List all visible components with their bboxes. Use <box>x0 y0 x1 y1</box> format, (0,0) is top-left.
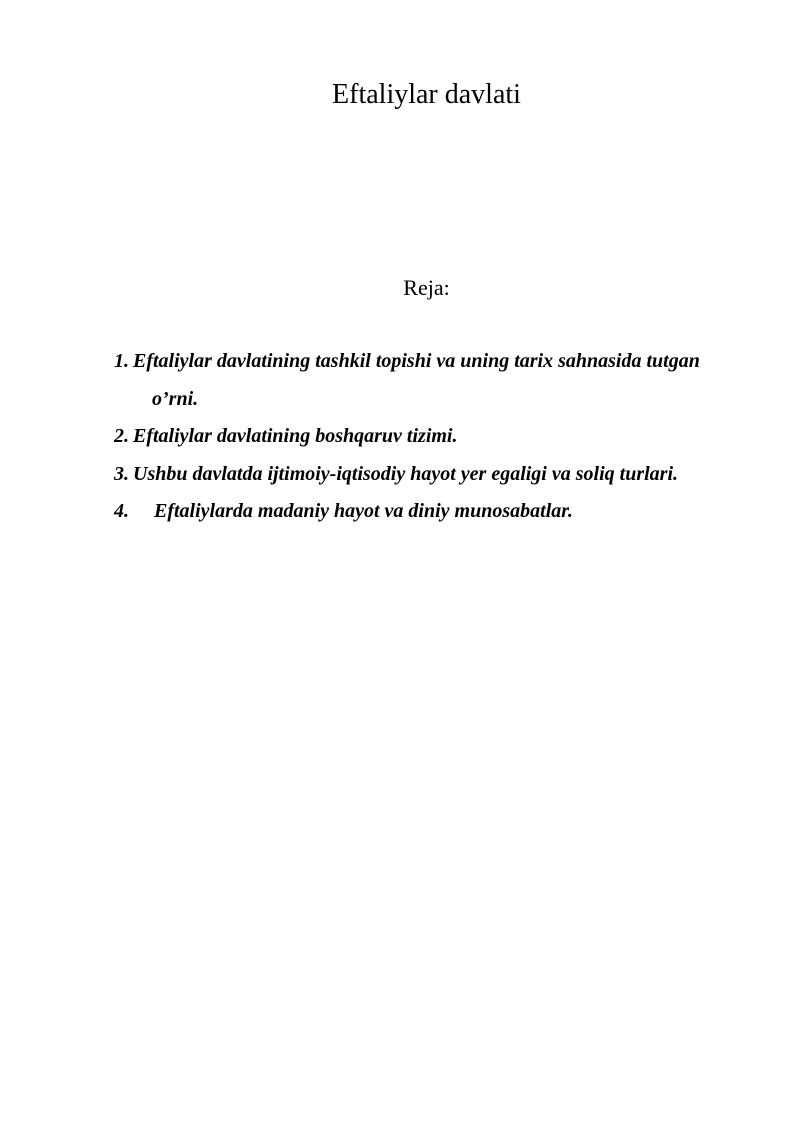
plan-heading: Reja: <box>403 275 450 300</box>
plan-item-text: Eftaliylar davlatining boshqaruv tizimi. <box>133 425 458 447</box>
document-title: Eftaliylar davlati <box>332 79 521 110</box>
plan-item <box>114 456 754 494</box>
plan-item-number: 2. <box>114 425 129 447</box>
plan-item-text: Ushbu davlatda ijtimoiy-iqtisodiy hayot yer egaligi va soliq turlari. <box>133 462 678 485</box>
plan-item-text: Eftaliylarda madaniy hayot va diniy munosabatlar. <box>154 500 573 522</box>
plan-item-number: 1. <box>114 350 129 372</box>
plan-item-number: 4. <box>114 500 129 522</box>
plan-item <box>114 493 754 531</box>
plan-list <box>114 343 754 531</box>
plan-item <box>114 418 754 456</box>
plan-item-text-continuation: o’rni. <box>152 387 199 410</box>
plan-item-text: Eftaliylar davlatining tashkil topishi va uning tarix sahnasida tutgan <box>133 350 700 372</box>
plan-item <box>114 343 754 418</box>
plan-item-number: 3. <box>114 462 129 485</box>
